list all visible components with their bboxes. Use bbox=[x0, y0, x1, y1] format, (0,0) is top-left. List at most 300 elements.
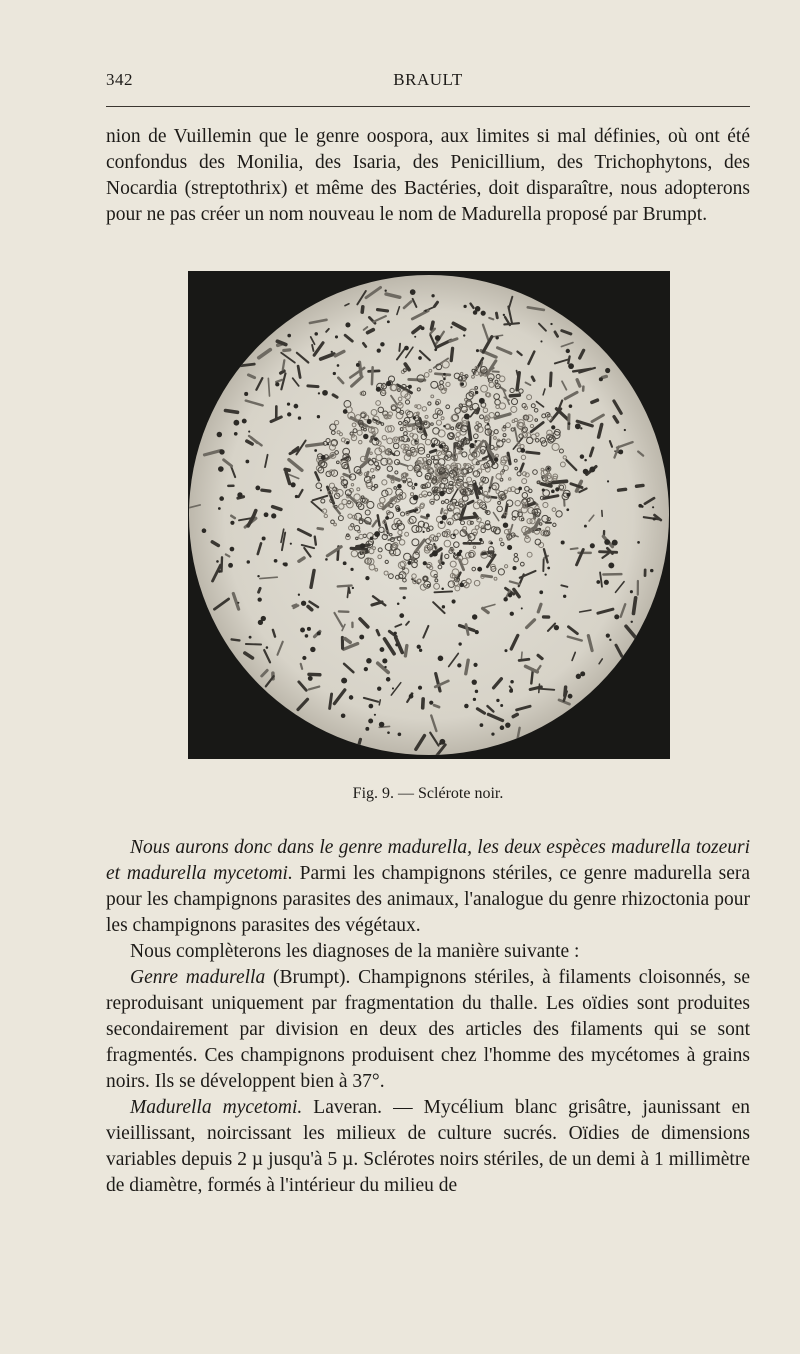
filament-mark bbox=[466, 660, 468, 674]
spore-mark bbox=[460, 382, 464, 386]
spore-mark bbox=[331, 351, 333, 353]
filament-mark bbox=[308, 386, 318, 387]
spore-mark bbox=[459, 550, 462, 553]
spore-mark bbox=[387, 731, 390, 734]
spore-mark bbox=[440, 521, 443, 524]
spore-mark bbox=[404, 346, 409, 351]
spore-mark bbox=[218, 507, 221, 510]
spore-mark bbox=[434, 348, 437, 351]
spore-mark bbox=[287, 334, 291, 338]
spore-mark bbox=[287, 412, 291, 416]
spore-mark bbox=[443, 425, 445, 427]
filament-mark bbox=[268, 378, 269, 396]
spore-mark bbox=[604, 580, 609, 585]
filament-mark bbox=[463, 517, 477, 518]
spore-mark bbox=[305, 634, 309, 638]
spore-mark bbox=[367, 419, 372, 424]
page-header bbox=[106, 70, 750, 92]
micrograph-image bbox=[188, 271, 670, 759]
spore-mark bbox=[435, 335, 441, 341]
spore-mark bbox=[418, 356, 422, 360]
spore-mark bbox=[474, 440, 477, 443]
spore-mark bbox=[429, 701, 433, 705]
spore-mark bbox=[237, 602, 239, 604]
spore-mark bbox=[544, 573, 546, 575]
spore-mark bbox=[442, 515, 447, 520]
spore-mark bbox=[320, 489, 322, 491]
filament-mark bbox=[451, 348, 452, 360]
spore-mark bbox=[257, 575, 259, 577]
running-head: BRAULT bbox=[393, 70, 463, 89]
spore-mark bbox=[244, 392, 248, 396]
spore-mark bbox=[469, 443, 474, 448]
spore-mark bbox=[287, 403, 290, 406]
spore-mark bbox=[407, 561, 411, 565]
spore-mark bbox=[457, 663, 461, 667]
spore-mark bbox=[475, 690, 478, 693]
spore-mark bbox=[397, 603, 400, 606]
spore-mark bbox=[365, 576, 369, 580]
spore-mark bbox=[258, 597, 262, 601]
spore-mark bbox=[413, 510, 416, 513]
spore-mark bbox=[652, 506, 654, 508]
spore-mark bbox=[219, 449, 224, 454]
filament-mark bbox=[637, 485, 643, 486]
filament-mark bbox=[550, 373, 551, 386]
filament-mark bbox=[441, 509, 442, 513]
spore-mark bbox=[507, 545, 512, 550]
spore-mark bbox=[653, 517, 656, 520]
spore-mark bbox=[403, 596, 406, 599]
spore-mark bbox=[359, 635, 364, 640]
spore-mark bbox=[237, 492, 242, 497]
filament-mark bbox=[539, 689, 554, 690]
spore-mark bbox=[561, 540, 565, 544]
filament-mark bbox=[399, 344, 400, 351]
spore-mark bbox=[262, 536, 266, 540]
figure-caption: Fig. 9. — Sclérote noir. bbox=[352, 785, 504, 802]
spore-mark bbox=[431, 294, 434, 297]
spore-mark bbox=[300, 628, 305, 633]
spore-mark bbox=[392, 687, 394, 689]
spore-mark bbox=[419, 427, 422, 430]
filament-mark bbox=[301, 664, 302, 669]
spore-mark bbox=[363, 434, 368, 439]
spore-mark bbox=[325, 558, 328, 561]
spore-mark bbox=[368, 719, 373, 724]
spore-mark bbox=[395, 643, 398, 646]
spore-mark bbox=[398, 732, 402, 736]
spore-mark bbox=[566, 349, 570, 353]
filament-mark bbox=[527, 452, 539, 453]
paragraph-2-rest: Parmi les champignons stériles, ce genre madurella sera pour les champignons parasites des animaux, l'analogue du genre rhizoctonia pour les champignons parasites des végétaux. bbox=[106, 863, 750, 936]
spore-mark bbox=[504, 649, 507, 652]
spore-mark bbox=[566, 508, 569, 511]
paragraph-4-rest: (Brumpt). Champignons stériles, à filaments cloisonnés, se reproduisant uniquement par fragmentation du thalle. Les oïdies sont produites secondairement par division en deux des articles des filaments qui se sont fragmentés. Ces champignons produisent chez l'homme des mycétomes à grains noirs. Ils se développent bien à 37°. bbox=[106, 967, 750, 1092]
spore-mark bbox=[264, 512, 269, 517]
spore-mark bbox=[310, 647, 315, 652]
spore-mark bbox=[274, 559, 278, 563]
spore-mark bbox=[218, 466, 224, 472]
spore-mark bbox=[218, 570, 221, 573]
spore-mark bbox=[233, 420, 239, 426]
spore-mark bbox=[414, 483, 417, 486]
spore-mark bbox=[266, 646, 269, 649]
spore-mark bbox=[301, 601, 306, 606]
spore-mark bbox=[386, 381, 391, 386]
spore-mark bbox=[505, 722, 510, 727]
filament-mark bbox=[246, 644, 261, 645]
filament-mark bbox=[496, 313, 497, 318]
spore-mark bbox=[345, 322, 350, 327]
paragraph-2-italic: Nous aurons donc dans le genre madurella, les deux espèces madurella tozeuri et madurella mycetomi. bbox=[106, 837, 750, 884]
spore-mark bbox=[382, 658, 387, 663]
filament-mark bbox=[493, 371, 499, 372]
spore-mark bbox=[463, 334, 465, 336]
spore-mark bbox=[442, 605, 445, 608]
filament-mark bbox=[283, 360, 285, 369]
spore-mark bbox=[413, 416, 416, 419]
spore-mark bbox=[508, 593, 512, 597]
spore-mark bbox=[425, 310, 427, 312]
spore-mark bbox=[414, 336, 416, 338]
spore-mark bbox=[551, 425, 555, 429]
spore-mark bbox=[216, 560, 219, 563]
header-rule bbox=[106, 106, 750, 107]
spore-mark bbox=[547, 567, 550, 570]
filament-mark bbox=[619, 489, 626, 490]
paragraph-3: Nous complèterons les diagnoses de la manière suivante : bbox=[130, 941, 580, 962]
spore-mark bbox=[245, 460, 249, 464]
spore-mark bbox=[349, 695, 354, 700]
filament-mark bbox=[434, 705, 439, 707]
spore-mark bbox=[386, 677, 391, 682]
spore-mark bbox=[607, 480, 609, 482]
spore-mark bbox=[247, 560, 250, 563]
filament-mark bbox=[307, 444, 323, 446]
spore-mark bbox=[496, 699, 499, 702]
spore-mark bbox=[380, 647, 385, 652]
spore-mark bbox=[374, 531, 380, 537]
spore-mark bbox=[417, 645, 421, 649]
figure-micrograph bbox=[188, 271, 670, 759]
spore-mark bbox=[337, 364, 340, 367]
spore-mark bbox=[475, 391, 478, 394]
paragraph-5 bbox=[106, 1095, 750, 1199]
spore-mark bbox=[350, 568, 353, 571]
paragraph-5-rest: Laveran. — Mycélium blanc grisâtre, jaunissant en vieillissant, noircissant les milieux de culture sucrés. Oïdies de dimensions variables depuis 2 µ jusqu'à 5 µ. Sclérotes noirs stériles, de un demi à 1 millimètre de diamètre, formés à l'intérieur du milieu de bbox=[106, 1097, 750, 1196]
spore-mark bbox=[495, 336, 498, 339]
spore-mark bbox=[473, 698, 476, 701]
filament-mark bbox=[315, 537, 316, 545]
spore-mark bbox=[472, 614, 477, 619]
spore-mark bbox=[551, 490, 555, 494]
spore-mark bbox=[441, 587, 444, 590]
spore-mark bbox=[614, 614, 619, 619]
paragraph-4 bbox=[106, 965, 750, 1095]
filament-mark bbox=[468, 423, 470, 440]
spore-mark bbox=[453, 534, 456, 537]
filament-mark bbox=[372, 367, 373, 384]
spore-mark bbox=[477, 567, 482, 572]
filament-mark bbox=[565, 687, 566, 696]
filament-mark bbox=[362, 307, 363, 312]
spore-mark bbox=[343, 409, 348, 414]
spore-mark bbox=[384, 666, 386, 668]
spore-mark bbox=[491, 732, 494, 735]
spore-mark bbox=[408, 385, 412, 389]
filament-mark bbox=[513, 714, 517, 716]
spore-mark bbox=[432, 551, 438, 557]
paragraph-4-italic: Genre madurella bbox=[130, 967, 266, 988]
filament-mark bbox=[405, 646, 406, 656]
spore-mark bbox=[641, 505, 644, 508]
spore-mark bbox=[317, 415, 320, 418]
filament-mark bbox=[262, 490, 270, 491]
spore-mark bbox=[321, 455, 326, 460]
spore-mark bbox=[547, 467, 550, 470]
spore-mark bbox=[364, 667, 368, 671]
spore-mark bbox=[422, 531, 424, 533]
spore-mark bbox=[374, 437, 378, 441]
paragraph-2 bbox=[106, 835, 750, 939]
spore-mark bbox=[318, 392, 320, 394]
spore-mark bbox=[380, 342, 384, 346]
page-number: 342 bbox=[106, 70, 133, 89]
filament-mark bbox=[432, 322, 433, 329]
spore-mark bbox=[423, 561, 427, 565]
paragraph-continued bbox=[106, 124, 750, 228]
spore-mark bbox=[605, 368, 610, 373]
spore-mark bbox=[439, 444, 443, 448]
spore-mark bbox=[509, 689, 513, 693]
spore-mark bbox=[480, 723, 484, 727]
spore-mark bbox=[346, 441, 349, 444]
spore-mark bbox=[219, 496, 224, 501]
spore-mark bbox=[568, 422, 571, 425]
spore-mark bbox=[360, 543, 365, 548]
spore-mark bbox=[366, 658, 371, 663]
spore-mark bbox=[291, 482, 296, 487]
spore-mark bbox=[377, 687, 381, 691]
spore-mark bbox=[242, 419, 247, 424]
filament-mark bbox=[550, 481, 567, 483]
spore-mark bbox=[464, 414, 470, 420]
spore-mark bbox=[589, 467, 595, 473]
spore-mark bbox=[464, 704, 468, 708]
spore-mark bbox=[566, 493, 570, 497]
spore-mark bbox=[590, 543, 595, 548]
spore-mark bbox=[472, 679, 477, 684]
filament-mark bbox=[600, 552, 617, 553]
filament-mark bbox=[430, 450, 435, 452]
spore-mark bbox=[580, 454, 584, 458]
spore-mark bbox=[413, 495, 419, 501]
spore-mark bbox=[584, 459, 587, 462]
spore-mark bbox=[479, 538, 482, 541]
spore-mark bbox=[418, 686, 422, 690]
filament-mark bbox=[568, 356, 569, 363]
filament-mark bbox=[308, 607, 312, 610]
filament-mark bbox=[633, 598, 635, 614]
filament-mark bbox=[377, 630, 379, 635]
spore-mark bbox=[431, 443, 435, 447]
spore-mark bbox=[475, 306, 481, 312]
spore-mark bbox=[307, 627, 311, 631]
spore-mark bbox=[584, 525, 587, 528]
filament-mark bbox=[318, 528, 323, 529]
spore-mark bbox=[503, 314, 505, 316]
spore-mark bbox=[317, 631, 321, 635]
spore-mark bbox=[539, 590, 543, 594]
spore-mark bbox=[608, 562, 614, 568]
filament-mark bbox=[225, 411, 237, 413]
spore-mark bbox=[439, 742, 442, 745]
spore-mark bbox=[443, 378, 446, 381]
spore-mark bbox=[290, 543, 292, 545]
spore-mark bbox=[314, 449, 317, 452]
spore-mark bbox=[314, 332, 318, 336]
spore-mark bbox=[341, 713, 346, 718]
spore-mark bbox=[463, 305, 466, 308]
spore-mark bbox=[487, 423, 490, 426]
spore-mark bbox=[365, 727, 369, 731]
filament-mark bbox=[571, 548, 578, 549]
spore-mark bbox=[258, 620, 263, 625]
spore-mark bbox=[637, 541, 640, 544]
spore-mark bbox=[426, 514, 430, 518]
filament-mark bbox=[284, 350, 290, 351]
spore-mark bbox=[217, 432, 222, 437]
spore-mark bbox=[569, 404, 573, 408]
spore-mark bbox=[554, 625, 559, 630]
spore-mark bbox=[438, 656, 444, 662]
filament-mark bbox=[360, 362, 362, 375]
spore-mark bbox=[322, 390, 328, 396]
filament-mark bbox=[521, 652, 522, 659]
spore-mark bbox=[458, 642, 461, 645]
spore-mark bbox=[606, 633, 610, 637]
spore-mark bbox=[576, 674, 581, 679]
spore-mark bbox=[230, 547, 235, 552]
filament-mark bbox=[519, 659, 529, 660]
spore-mark bbox=[453, 552, 455, 554]
filament-mark bbox=[378, 310, 388, 311]
spore-mark bbox=[327, 443, 329, 445]
paragraph-1-text: nion de Vuillemin que le genre oospora, aux limites si mal définies, où ont été confondus des Monilia, des Isaria, des Penicillium, des Trichophytons, des Nocardia (streptothrix) et même des Bactéries, doit disparaître, nous adopterons pour ne pas créer un nom nouveau le nom de Madurella proposé par Brumpt. bbox=[106, 126, 750, 225]
spore-mark bbox=[377, 348, 381, 352]
spore-mark bbox=[512, 566, 516, 570]
spore-mark bbox=[397, 508, 400, 511]
spore-mark bbox=[550, 323, 552, 325]
spore-mark bbox=[563, 595, 566, 598]
spore-mark bbox=[618, 449, 623, 454]
spore-mark bbox=[302, 656, 306, 660]
spore-mark bbox=[479, 486, 483, 490]
filament-mark bbox=[285, 469, 289, 470]
spore-mark bbox=[459, 583, 464, 588]
spore-mark bbox=[521, 607, 523, 609]
spore-mark bbox=[510, 612, 514, 616]
spore-mark bbox=[228, 563, 233, 568]
spore-mark bbox=[481, 311, 486, 316]
filament-mark bbox=[330, 694, 332, 708]
spore-mark bbox=[414, 440, 417, 443]
spore-mark bbox=[394, 632, 397, 635]
spore-mark bbox=[387, 320, 390, 323]
spore-mark bbox=[500, 704, 503, 707]
filament-mark bbox=[602, 376, 606, 377]
spore-mark bbox=[568, 694, 573, 699]
spore-mark bbox=[503, 597, 507, 601]
spore-mark bbox=[624, 429, 626, 431]
spore-mark bbox=[476, 349, 479, 352]
spore-mark bbox=[308, 676, 313, 681]
spore-mark bbox=[503, 522, 508, 527]
spore-mark bbox=[473, 663, 477, 667]
spore-mark bbox=[518, 487, 522, 491]
spore-mark bbox=[580, 427, 582, 429]
filament-mark bbox=[592, 400, 597, 402]
spore-mark bbox=[612, 540, 618, 546]
spore-mark bbox=[352, 587, 354, 589]
spore-mark bbox=[599, 377, 603, 381]
spore-mark bbox=[370, 537, 373, 540]
filament-mark bbox=[489, 318, 493, 320]
spore-mark bbox=[230, 521, 234, 525]
spore-mark bbox=[271, 513, 276, 518]
body-paragraphs bbox=[106, 835, 750, 1199]
filament-mark bbox=[434, 591, 452, 592]
spore-mark bbox=[275, 382, 279, 386]
spore-mark bbox=[650, 569, 653, 572]
spore-mark bbox=[255, 485, 260, 490]
spore-mark bbox=[568, 363, 574, 369]
spore-mark bbox=[421, 326, 425, 330]
spore-mark bbox=[479, 398, 485, 404]
spore-mark bbox=[443, 373, 446, 376]
spore-mark bbox=[630, 590, 633, 593]
filament-mark bbox=[338, 586, 352, 587]
spore-mark bbox=[385, 290, 387, 292]
spore-mark bbox=[341, 678, 347, 684]
spore-mark bbox=[411, 692, 413, 694]
spore-mark bbox=[295, 495, 298, 498]
spore-mark bbox=[441, 561, 445, 565]
filament-mark bbox=[259, 588, 261, 592]
spore-mark bbox=[294, 404, 299, 409]
spore-mark bbox=[376, 387, 381, 392]
spore-mark bbox=[335, 335, 338, 338]
spore-mark bbox=[604, 539, 610, 545]
spore-mark bbox=[542, 488, 545, 491]
spore-mark bbox=[298, 594, 300, 596]
spore-mark bbox=[202, 528, 207, 533]
spore-mark bbox=[474, 482, 477, 485]
spore-mark bbox=[575, 423, 581, 429]
spore-mark bbox=[419, 649, 422, 652]
spore-mark bbox=[580, 671, 585, 676]
spore-mark bbox=[356, 363, 360, 367]
spore-mark bbox=[631, 621, 633, 623]
spore-mark bbox=[234, 432, 238, 436]
spore-mark bbox=[540, 340, 542, 342]
spore-mark bbox=[249, 636, 252, 639]
filament-mark bbox=[333, 395, 337, 397]
spore-mark bbox=[410, 289, 416, 295]
spore-mark bbox=[409, 694, 414, 699]
filament-mark bbox=[293, 605, 297, 606]
